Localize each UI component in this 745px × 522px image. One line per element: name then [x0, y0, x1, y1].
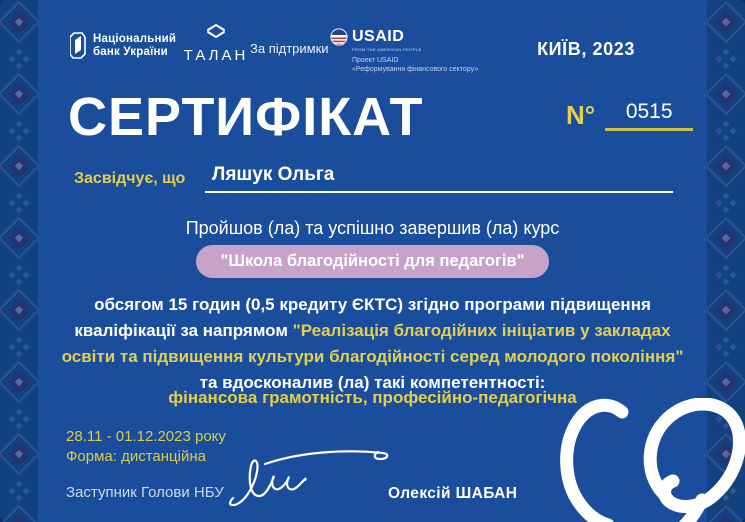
ornament-border-left — [0, 0, 38, 522]
number-value: 0515 — [605, 100, 693, 131]
usaid-project-line1: Проект USAID — [352, 57, 399, 64]
support-label: За підтримки — [250, 41, 329, 56]
usaid-wordmark: USAID — [352, 28, 405, 45]
competencies-text: фінансова грамотність, професійно-педагогічна — [168, 388, 577, 407]
nbu-logo-text: Національний банк України — [93, 32, 177, 58]
signature-icon — [225, 446, 395, 506]
course-form: Форма: дистанційна — [66, 448, 206, 465]
nbu-logo — [70, 32, 176, 59]
body-text-white: обсягом 15 годин (0,5 кредиту ЄКТС) згідно програми підвищення кваліфікації за напрямом — [74, 295, 651, 340]
body-text-tail: та вдосконалив (ла) такі компетентності: — [199, 373, 546, 392]
talan-logo-label: ТАЛАН — [183, 47, 249, 64]
talan-logo — [176, 23, 256, 64]
certificate-number — [566, 100, 693, 131]
usaid-emblem-icon — [330, 28, 348, 46]
usaid-project-line2: «Реформування фінансового сектору» — [352, 66, 479, 73]
body-text-yellow: "Реалізація благодійних ініціатив у закладах освіти та підвищення культури благодійності серед молодого покоління" — [61, 321, 684, 366]
city-year-label: КИЇВ, 2023 — [537, 39, 635, 59]
usaid-logo — [330, 28, 478, 74]
number-label: N° — [566, 100, 596, 130]
heart-icon — [560, 398, 745, 522]
nbu-logo-icon — [70, 32, 86, 59]
talan-logo-icon — [206, 23, 226, 39]
recipient-name: Ляшук Ольга — [212, 164, 335, 185]
usaid-tagline: FROM THE AMERICAN PEOPLE — [352, 47, 422, 52]
header — [38, 0, 707, 80]
body-text — [60, 292, 685, 396]
course-intro: Пройшов (ла) та успішно завершив (ла) курс — [185, 218, 560, 238]
course-dates: 28.11 - 01.12.2023 року — [66, 428, 226, 445]
signer-position: Заступник Голови НБУ — [66, 484, 224, 501]
name-underline — [205, 191, 673, 193]
signer-name: Олексій ШАБАН — [388, 485, 518, 502]
course-badge: "Школа благодійності для педагогів" — [196, 245, 550, 278]
certificate-title: СЕРТИФІКАТ — [68, 87, 424, 147]
course-badge-row — [38, 245, 707, 278]
attest-label: Засвідчує, що — [74, 170, 186, 187]
